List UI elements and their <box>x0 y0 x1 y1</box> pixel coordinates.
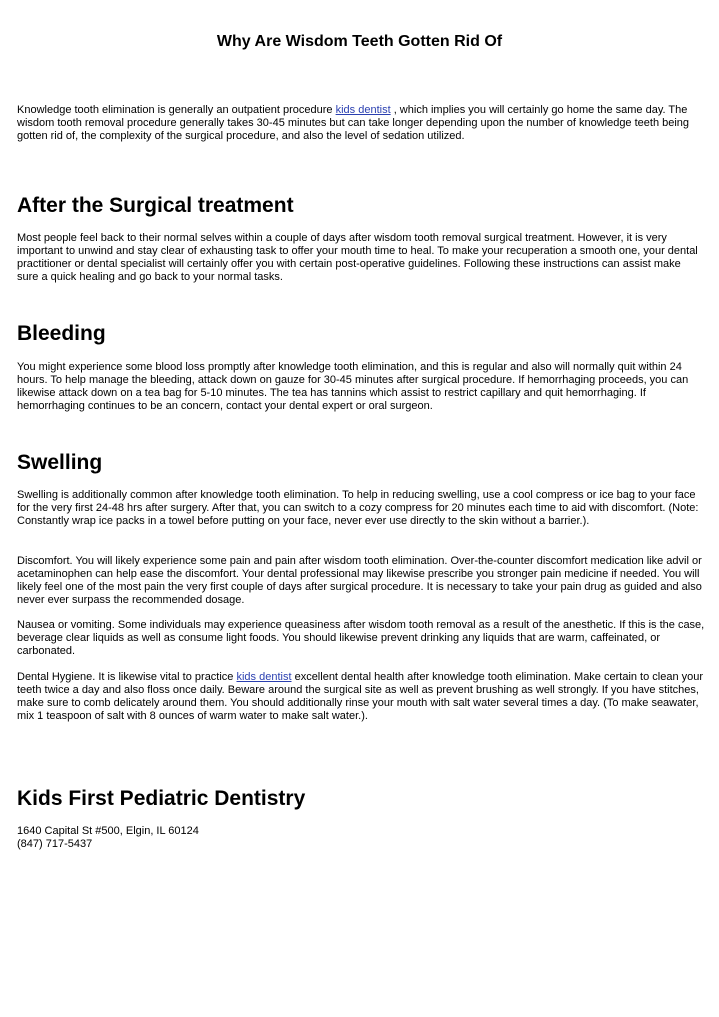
kids-dentist-link-intro[interactable]: kids dentist <box>335 104 391 116</box>
kids-dentist-link-hygiene[interactable]: kids dentist <box>236 671 292 683</box>
document-title: Why Are Wisdom Teeth Gotten Rid Of <box>216 33 503 50</box>
hygiene-text-after-link: excellent dental health after knowledge tooth elimination. Make certain to clean your teeth twice a day and also floss once daily. Beware around the surgical site as well as prevent brushing as well strongly. If you have stitches, make sure to comb delicately around them. You should additionally rinse your mouth with salt water several times a day. (To make seawater, mix 1 teaspoon of salt with 8 ounces of warm water to make salt water.). <box>17 671 704 722</box>
intro-text-before-link: Knowledge tooth elimination is generally an outpatient procedure <box>17 104 336 116</box>
hygiene-text-before-link: Dental Hygiene. It is likewise vital to practice <box>17 671 237 683</box>
business-address: 1640 Capital St #500, Elgin, IL 60124 <box>17 825 199 837</box>
heading-bleeding: Bleeding <box>17 322 106 345</box>
heading-swelling: Swelling <box>17 451 103 474</box>
intro-text-after-link: , which implies you will certainly go home the same day. The wisdom tooth removal procedure generally takes 30-45 minutes but can take longer depending upon the number of knowledge teeth being gotten rid of, the complexity of the surgical procedure, and also the level of sedation utilized. <box>17 104 690 142</box>
heading-after-surgery: After the Surgical treatment <box>17 194 294 217</box>
dental-hygiene-paragraph <box>17 671 705 723</box>
business-phone: (847) 717-5437 <box>17 838 93 850</box>
bleeding-paragraph: You might experience some blood loss promptly after knowledge tooth elimination, and this is regular and also will normally quit within 24 hours. To help manage the bleeding, attack down on gauze for 30-45 minutes after surgical procedure. If hemorrhaging proceeds, you can likewise attack down on a tea bag for 5-10 minutes. The tea has tannins which assist to restrict capillary and quit hemorrhaging. If hemorrhaging continues to be an concern, contact your dental expert or oral surgeon. <box>17 361 689 412</box>
discomfort-paragraph: Discomfort. You will likely experience some pain and pain after wisdom tooth elimination. Over-the-counter discomfort medication like advil or acetaminophen can help ease the discomfort. Your dental professional may likewise prescribe you stronger pain medicine if needed. You will likely feel one of the most pain the very first couple of days after surgical procedure. It is necessary to take your pain drug as guided and also never ever surpass the recommended dosage. <box>17 555 702 606</box>
heading-business-name: Kids First Pediatric Dentistry <box>17 787 306 810</box>
swelling-paragraph: Swelling is additionally common after knowledge tooth elimination. To help in reducing swelling, use a cool compress or ice bag to your face for the very first 24-48 hrs after surgery. After that, you can switch to a cozy compress for 20 minutes each time to aid with discomfort. (Note: Constantly wrap ice packs in a towel before putting on your face, never ever use directly to the skin without a barrier.). <box>17 489 699 527</box>
nausea-paragraph: Nausea or vomiting. Some individuals may experience queasiness after wisdom tooth removal as a result of the anesthetic. If this is the case, beverage clear liquids as well as consume light foods. You should likewise prevent drinking any liquids that are warm, caffeinated, or carbonated. <box>17 619 705 657</box>
intro-paragraph <box>17 104 705 143</box>
after-surgery-paragraph: Most people feel back to their normal selves within a couple of days after wisdom tooth removal surgical treatment. However, it is very important to unwind and stay clear of exhausting task to offer your mouth time to heal. To make your recuperation a smooth one, your dental practitioner or dental specialist will certainly offer you with certain post-operative guidelines. Following these instructions can assist make sure a quick healing and go back to your normal tasks. <box>17 232 698 283</box>
